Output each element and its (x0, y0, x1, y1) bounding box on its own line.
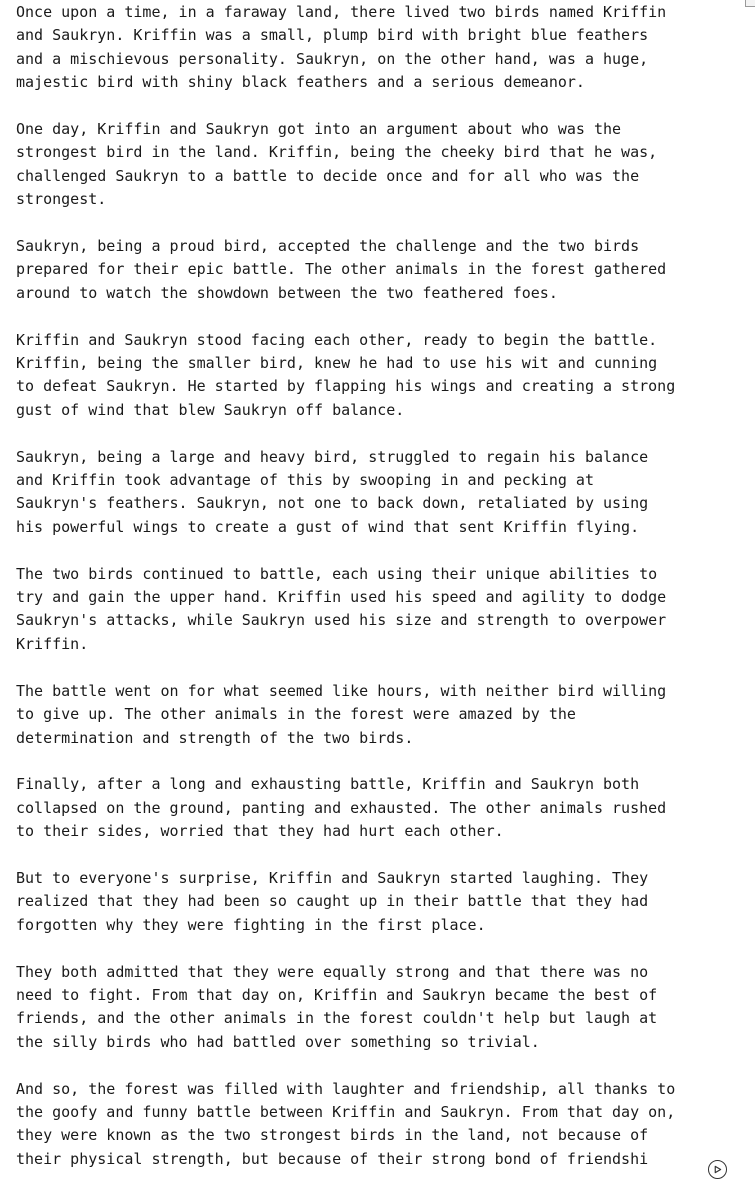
story-line: his powerful wings to create a gust of wind that sent Kriffin flying. (16, 517, 640, 536)
story-paragraph (16, 118, 746, 212)
story-line: Saukryn, being a proud bird, accepted the challenge and the two birds (16, 237, 640, 256)
story-line: and Saukryn. Kriffin was a small, plump bird with bright blue feathers (16, 26, 649, 45)
story-text (16, 1, 746, 1195)
play-circle-icon (713, 1165, 722, 1174)
story-line: prepared for their epic battle. The other animals in the forest gathered (16, 260, 667, 279)
story-line: the silly birds who had battled over something so trivial. (16, 1032, 540, 1051)
story-paragraph (16, 773, 746, 843)
story-line: Kriffin and Saukryn stood facing each other, ready to begin the battle. (16, 330, 658, 349)
story-line: need to fight. From that day on, Kriffin and Saukryn became the best of (16, 985, 658, 1004)
story-line: They both admitted that they were equally strong and that there was no (16, 962, 649, 981)
story-line: Kriffin. (16, 634, 89, 653)
story-paragraph (16, 680, 746, 750)
story-line: friends, and the other animals in the forest couldn't help but laugh at (16, 1009, 658, 1028)
story-line: around to watch the showdown between the two feathered foes. (16, 283, 558, 302)
story-paragraph (16, 563, 746, 657)
story-line: strongest. (16, 190, 107, 209)
story-line: their physical strength, but because of their strong bond of friendshi (16, 1149, 649, 1168)
story-line: the goofy and funny battle between Kriffin and Saukryn. From that day on, (16, 1102, 676, 1121)
story-line: challenged Saukryn to a battle to decide once and for all who was the (16, 166, 640, 185)
story-line: to their sides, worried that they had hurt each other. (16, 822, 504, 841)
story-line: majestic bird with shiny black feathers and a serious demeanor. (16, 73, 585, 92)
story-paragraph (16, 446, 746, 540)
story-paragraph (16, 1, 746, 95)
story-line: But to everyone's surprise, Kriffin and Saukryn started laughing. They (16, 868, 649, 887)
story-line: gust of wind that blew Saukryn off balance. (16, 400, 405, 419)
story-line: and Kriffin took advantage of this by swooping in and pecking at (16, 471, 594, 490)
story-paragraph (16, 867, 746, 937)
story-line: forgotten why they were fighting in the first place. (16, 915, 486, 934)
story-line: try and gain the upper hand. Kriffin used his speed and agility to dodge (16, 588, 667, 607)
story-line: and a mischievous personality. Saukryn, on the other hand, was a huge, (16, 49, 649, 68)
story-line: Finally, after a long and exhausting battle, Kriffin and Saukryn both (16, 775, 640, 794)
story-line: collapsed on the ground, panting and exhausted. The other animals rushed (16, 798, 667, 817)
story-line: to defeat Saukryn. He started by flapping his wings and creating a strong (16, 377, 676, 396)
story-line: Once upon a time, in a faraway land, there lived two birds named Kriffin (16, 3, 667, 21)
story-line: The two birds continued to battle, each using their unique abilities to (16, 564, 658, 583)
story-line: Saukryn, being a large and heavy bird, struggled to regain his balance (16, 447, 649, 466)
story-paragraph (16, 329, 746, 423)
story-line: The battle went on for what seemed like hours, with neither bird willing (16, 681, 667, 700)
play-button[interactable] (708, 1160, 727, 1179)
story-line: strongest bird in the land. Kriffin, being the cheeky bird that he was, (16, 143, 658, 162)
story-line: to give up. The other animals in the forest were amazed by the (16, 705, 576, 724)
story-paragraph (16, 961, 746, 1055)
story-paragraph (16, 235, 746, 305)
story-line: Saukryn's attacks, while Saukryn used his size and strength to overpower (16, 611, 667, 630)
story-line: realized that they had been so caught up in their battle that they had (16, 892, 649, 911)
story-line: they were known as the two strongest birds in the land, not because of (16, 1126, 649, 1145)
story-line: determination and strength of the two birds. (16, 728, 414, 747)
story-line: Saukryn's feathers. Saukryn, not one to back down, retaliated by using (16, 494, 649, 513)
story-line: Kriffin, being the smaller bird, knew he had to use his wit and cunning (16, 354, 658, 373)
story-paragraph (16, 1078, 746, 1172)
story-line: One day, Kriffin and Saukryn got into an argument about who was the (16, 120, 622, 139)
resize-corner-icon (745, 0, 755, 7)
story-line: And so, the forest was filled with laughter and friendship, all thanks to (16, 1079, 676, 1098)
